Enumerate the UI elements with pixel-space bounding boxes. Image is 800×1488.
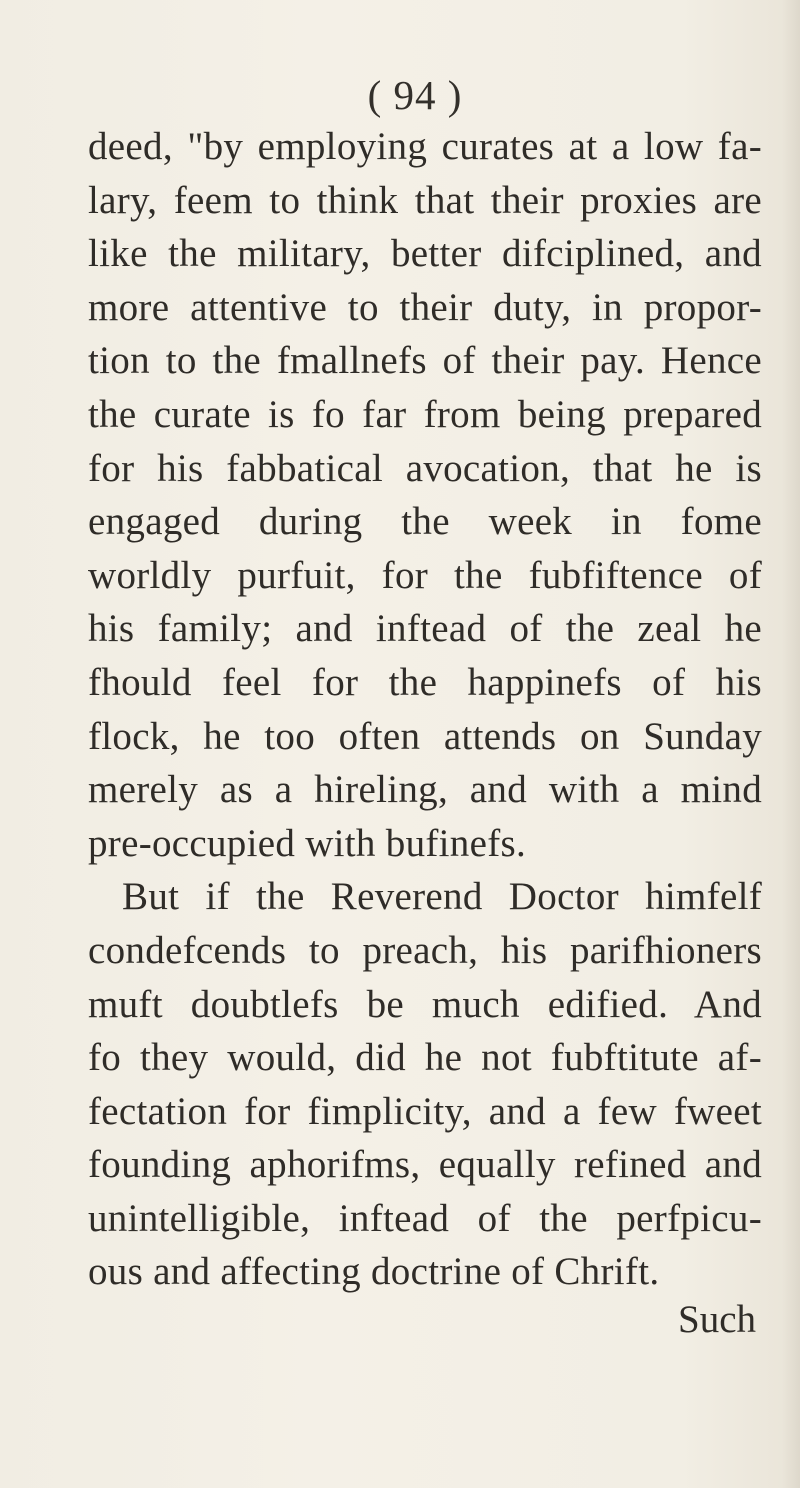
text-line: like the military, better difciplined, and — [88, 232, 762, 276]
text-line: for his fabbatical avocation, that he is — [88, 446, 762, 490]
text-line: the curate is fo far from being prepared — [88, 392, 762, 436]
text-line: But if the Reverend Doctor himfelf — [122, 875, 762, 919]
page-edge-shadow — [782, 0, 800, 1488]
text-line: condefcends to preach, his parifhioners — [88, 928, 762, 972]
text-line: fo they would, did he not fubftitute af- — [88, 1036, 762, 1080]
text-line: fectation for fimplicity, and a few fweet — [88, 1089, 762, 1133]
text-line: flock, he too often attends on Sunday — [88, 714, 762, 758]
text-line: muft doubtlefs be much edified. And — [88, 982, 762, 1026]
text-line: unintelligible, inftead of the perfpicu- — [88, 1196, 762, 1240]
text-line: ous and affecting doctrine of Chrift. — [88, 1250, 660, 1294]
text-line: more attentive to their duty, in propor- — [88, 285, 762, 329]
text-line: pre-occupied with bufinefs. — [88, 821, 527, 865]
text-line: merely as a hireling, and with a mind — [88, 768, 762, 812]
text-line: worldly purfuit, for the fubfiftence of — [88, 553, 762, 597]
text-line: engaged during the week in fome — [88, 500, 762, 544]
text-line: lary, feem to think that their proxies are — [88, 178, 762, 222]
text-line: founding aphorifms, equally refined and — [88, 1143, 762, 1187]
text-line: tion to the fmallnefs of their pay. Hence — [88, 339, 762, 383]
body-text — [88, 120, 762, 1299]
text-line: fhould feel for the happinefs of his — [88, 660, 762, 704]
text-line: deed, "by employing curates at a low fa- — [88, 125, 762, 168]
catchword: Such — [678, 1298, 756, 1341]
text-line: his family; and inftead of the zeal he — [88, 607, 762, 651]
page-number: ( 94 ) — [367, 72, 463, 118]
